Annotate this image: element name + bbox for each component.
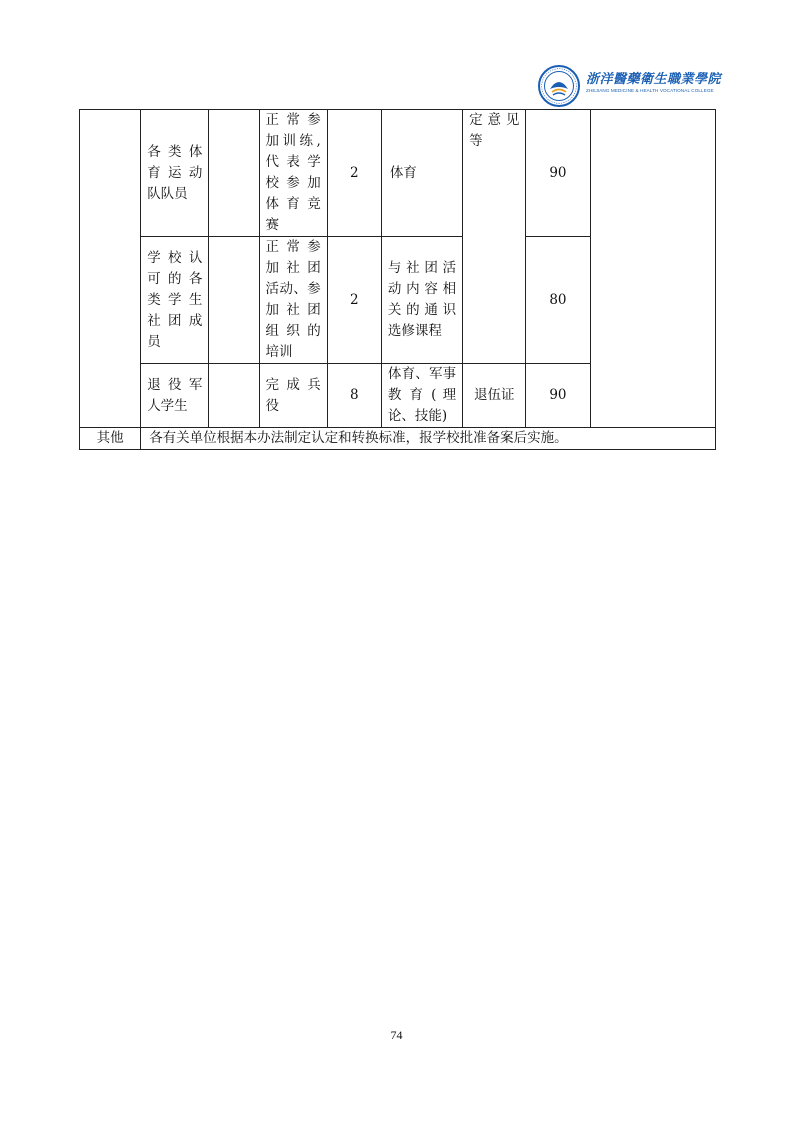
score-cell: 80: [526, 237, 590, 364]
college-logo: [532, 64, 722, 108]
score-cell: 90: [526, 364, 590, 428]
category-cell: 各 类 体 育 运 动 队队员: [141, 110, 209, 237]
logo-title: 浙洋醫藥衛生職業學院: [586, 72, 722, 87]
requirement-cell: 正 常 参 加训练, 代 表 学 校 参 加 体 育 竞 赛: [259, 110, 327, 237]
proof-cell: 定 意 见 等: [463, 110, 526, 364]
empty-cell: [209, 364, 259, 428]
requirement-cell: 正 常 参 加 社 团 活动、参 加 社 团 组 织 的 培训: [259, 237, 327, 364]
proof-cell: 退伍证: [463, 364, 526, 428]
empty-cell: [209, 110, 259, 237]
logo-subtitle: ZHEJIANG MEDICINE & HEALTH VOCATIONAL COLLEGE: [586, 88, 714, 93]
credits-cell: 2: [327, 110, 381, 237]
course-cell: 体育: [381, 110, 462, 237]
page-number: 74: [390, 1028, 403, 1042]
credit-conversion-table: [79, 109, 716, 450]
category-cell: 学 校 认 可 的 各 类 学 生 社 团 成 员: [141, 237, 209, 364]
credits-cell: 2: [327, 237, 381, 364]
empty-remarks-cell: [590, 110, 715, 428]
college-seal-icon: [538, 65, 580, 107]
course-cell: 与 社 团 活 动 内 容 相 关 的 通 识 选修课程: [381, 237, 462, 364]
table-row: [80, 110, 716, 237]
empty-cell: [209, 237, 259, 364]
other-label: 其他: [80, 428, 141, 450]
empty-group-cell: [80, 110, 141, 428]
requirement-cell: 完 成 兵 役: [259, 364, 327, 428]
course-cell: 体育、军事 教 育 ( 理 论、技能): [381, 364, 462, 428]
other-text: 各有关单位根据本办法制定认定和转换标准，报学校批准备案后实施。: [141, 428, 716, 450]
score-cell: 90: [526, 110, 590, 237]
credits-cell: 8: [327, 364, 381, 428]
category-cell: 退 役 军 人学生: [141, 364, 209, 428]
table-row-other: [80, 428, 716, 450]
